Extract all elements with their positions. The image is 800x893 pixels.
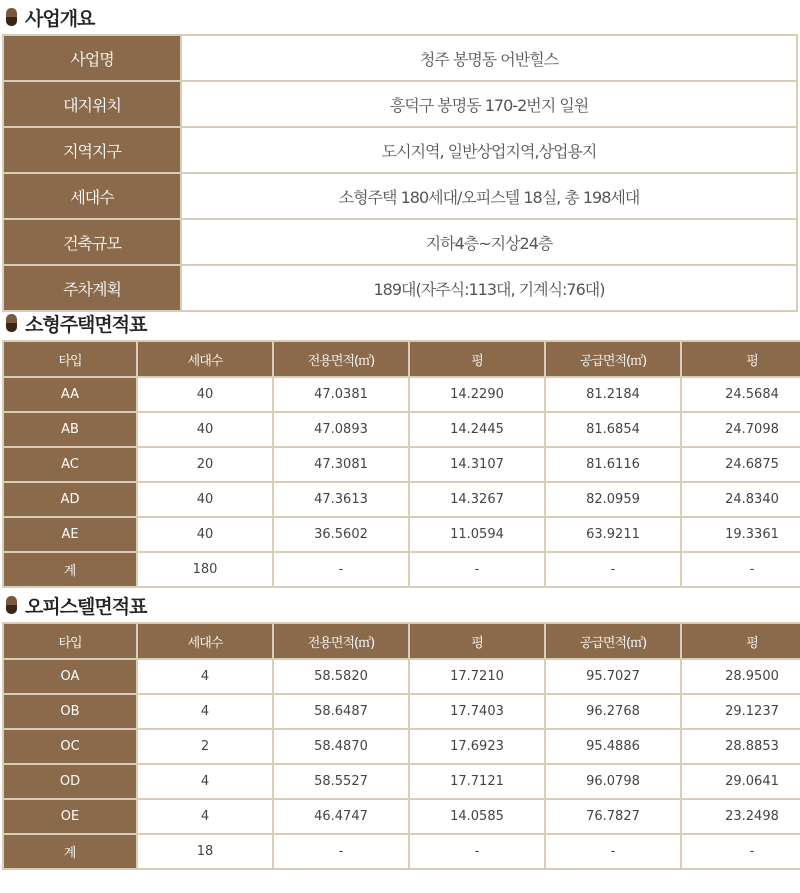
type-cell: OD: [3, 764, 137, 799]
table-cell: 17.7210: [409, 659, 545, 694]
section-bullet-icon: [6, 314, 17, 332]
table-cell: -: [681, 552, 800, 587]
type-cell: AA: [3, 377, 137, 412]
overview-section: [0, 0, 800, 306]
column-header: 평: [409, 341, 545, 377]
table-cell: 4: [137, 694, 273, 729]
table-row: [3, 729, 800, 764]
table-header-row: [3, 623, 800, 659]
column-header: 전용면적(㎡): [273, 341, 409, 377]
table-row: [3, 447, 800, 482]
table-cell: 47.3081: [273, 447, 409, 482]
column-header: 공급면적(㎡): [545, 341, 681, 377]
table-cell: 24.7098: [681, 412, 800, 447]
table-cell: 4: [137, 764, 273, 799]
type-cell: 계: [3, 552, 137, 587]
table-cell: 40: [137, 517, 273, 552]
table-cell: 24.5684: [681, 377, 800, 412]
table-cell: 95.7027: [545, 659, 681, 694]
overview-value: 도시지역, 일반상업지역,상업용지: [181, 127, 797, 173]
table-cell: 23.2498: [681, 799, 800, 834]
table-cell: 82.0959: [545, 482, 681, 517]
overview-title: 사업개요: [25, 7, 95, 30]
table-cell: 46.4747: [273, 799, 409, 834]
type-cell: 계: [3, 834, 137, 869]
type-cell: OC: [3, 729, 137, 764]
overview-table: [2, 34, 798, 312]
table-cell: 36.5602: [273, 517, 409, 552]
section-bullet-icon: [6, 596, 17, 614]
table-cell: 76.7827: [545, 799, 681, 834]
table-row: [3, 834, 800, 869]
table-cell: 47.0381: [273, 377, 409, 412]
table-cell: 19.3361: [681, 517, 800, 552]
overview-label: 주차계획: [3, 265, 181, 311]
table-row: [3, 517, 800, 552]
officetel-title-bar: [0, 588, 800, 622]
table-cell: 14.3267: [409, 482, 545, 517]
column-header: 세대수: [137, 623, 273, 659]
table-cell: 14.3107: [409, 447, 545, 482]
column-header: 타입: [3, 623, 137, 659]
officetel-section: [0, 588, 800, 870]
overview-value: 소형주택 180세대/오피스텔 18실, 총 198세대: [181, 173, 797, 219]
overview-row: [3, 35, 797, 81]
table-cell: 24.6875: [681, 447, 800, 482]
type-cell: AB: [3, 412, 137, 447]
column-header: 평: [681, 623, 800, 659]
table-cell: 40: [137, 482, 273, 517]
table-cell: 47.0893: [273, 412, 409, 447]
table-cell: 47.3613: [273, 482, 409, 517]
table-cell: 58.5820: [273, 659, 409, 694]
table-cell: -: [273, 834, 409, 869]
small-housing-section: [0, 306, 800, 588]
table-cell: 14.2445: [409, 412, 545, 447]
table-cell: -: [545, 834, 681, 869]
table-cell: 2: [137, 729, 273, 764]
table-cell: 180: [137, 552, 273, 587]
section-bullet-icon: [6, 8, 17, 26]
overview-value: 흥덕구 봉명동 170-2번지 일원: [181, 81, 797, 127]
overview-label: 지역지구: [3, 127, 181, 173]
table-cell: 95.4886: [545, 729, 681, 764]
table-cell: 4: [137, 659, 273, 694]
table-cell: -: [273, 552, 409, 587]
table-cell: 29.0641: [681, 764, 800, 799]
table-cell: 81.6854: [545, 412, 681, 447]
table-cell: 29.1237: [681, 694, 800, 729]
table-row: [3, 659, 800, 694]
table-row: [3, 799, 800, 834]
table-cell: 17.7403: [409, 694, 545, 729]
table-cell: 58.5527: [273, 764, 409, 799]
column-header: 공급면적(㎡): [545, 623, 681, 659]
type-cell: AC: [3, 447, 137, 482]
overview-row: [3, 127, 797, 173]
type-cell: OE: [3, 799, 137, 834]
table-cell: 96.2768: [545, 694, 681, 729]
small-housing-title-bar: [0, 306, 800, 340]
table-cell: 58.6487: [273, 694, 409, 729]
table-cell: 11.0594: [409, 517, 545, 552]
table-cell: 40: [137, 412, 273, 447]
table-cell: 40: [137, 377, 273, 412]
table-cell: -: [409, 552, 545, 587]
table-cell: 14.0585: [409, 799, 545, 834]
table-cell: 81.6116: [545, 447, 681, 482]
type-cell: OA: [3, 659, 137, 694]
table-row: [3, 694, 800, 729]
table-cell: -: [681, 834, 800, 869]
overview-label: 대지위치: [3, 81, 181, 127]
column-header: 세대수: [137, 341, 273, 377]
overview-row: [3, 219, 797, 265]
overview-label: 세대수: [3, 173, 181, 219]
table-row: [3, 377, 800, 412]
table-cell: 20: [137, 447, 273, 482]
small-housing-table: [2, 340, 800, 588]
table-cell: 63.9211: [545, 517, 681, 552]
table-cell: -: [545, 552, 681, 587]
overview-row: [3, 81, 797, 127]
overview-title-bar: [0, 0, 800, 34]
table-cell: 18: [137, 834, 273, 869]
type-cell: AE: [3, 517, 137, 552]
column-header: 전용면적(㎡): [273, 623, 409, 659]
small-housing-title: 소형주택면적표: [25, 313, 147, 336]
table-cell: 24.8340: [681, 482, 800, 517]
table-row: [3, 552, 800, 587]
table-row: [3, 764, 800, 799]
table-cell: -: [409, 834, 545, 869]
overview-row: [3, 173, 797, 219]
column-header: 평: [681, 341, 800, 377]
table-cell: 58.4870: [273, 729, 409, 764]
overview-value: 청주 봉명동 어반힐스: [181, 35, 797, 81]
type-cell: AD: [3, 482, 137, 517]
table-cell: 28.8853: [681, 729, 800, 764]
table-cell: 17.7121: [409, 764, 545, 799]
table-cell: 96.0798: [545, 764, 681, 799]
overview-label: 건축규모: [3, 219, 181, 265]
overview-value: 지하4층~지상24층: [181, 219, 797, 265]
table-cell: 14.2290: [409, 377, 545, 412]
table-cell: 4: [137, 799, 273, 834]
officetel-title: 오피스텔면적표: [25, 595, 147, 618]
overview-row: [3, 265, 797, 311]
officetel-table: [2, 622, 800, 870]
table-cell: 28.9500: [681, 659, 800, 694]
table-row: [3, 482, 800, 517]
table-cell: 17.6923: [409, 729, 545, 764]
table-row: [3, 412, 800, 447]
table-cell: 81.2184: [545, 377, 681, 412]
column-header: 타입: [3, 341, 137, 377]
type-cell: OB: [3, 694, 137, 729]
overview-value: 189대(자주식:113대, 기계식:76대): [181, 265, 797, 311]
column-header: 평: [409, 623, 545, 659]
table-header-row: [3, 341, 800, 377]
overview-label: 사업명: [3, 35, 181, 81]
